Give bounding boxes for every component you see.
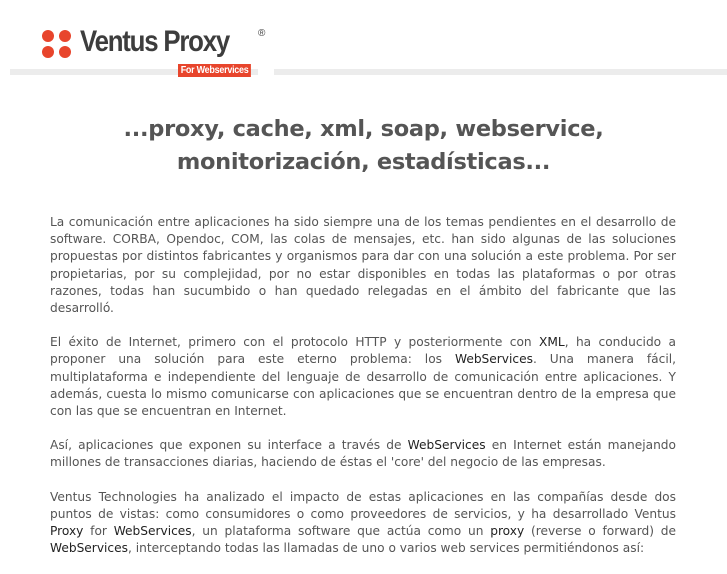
paragraph-1: La comunicación entre aplicaciones ha sido siempre una de los temas pendientes en el desarrollo de software. CORBA, Opendoc, COM, las colas de mensajes, etc. han sido algunas de las soluciones propuestas por distintos fabricantes y organismos para dar con una solución a este problema. Por ser propietarias, por su complejidad, por no estar disponibles en todas las plataformas o por otras razones, todas han sucumbido o han quedado relegadas en el ámbito del fabricante que las desarrolló. bbox=[50, 215, 676, 316]
logo-subtitle: For Webservices bbox=[178, 64, 251, 77]
keyword-webservices: WebServices bbox=[454, 352, 533, 367]
paragraph-3: Así, aplicaciones que exponen su interface a través de WebServices en Internet están manejando millones de transacciones diarias, haciendo de éstas el 'core' del negocio de las empresas. bbox=[50, 438, 676, 470]
main-content bbox=[50, 214, 676, 574]
site-header bbox=[0, 0, 727, 78]
logo-dots-icon bbox=[42, 30, 74, 60]
logo-registered-mark: ® bbox=[258, 28, 266, 39]
paragraph-2: El éxito de Internet, primero con el protocolo HTTP y posteriormente con XML, ha conducido a proponer una solución para este eterno problema: los WebServices. Una manera fácil, multiplataforma e independiente del lenguaje de desarrollo de comunicación entre aplicaciones. Y además, cuesta lo mismo comunicarse con aplicaciones que se encuentran dentro de la empresa que con las que se encuentran en Internet. bbox=[50, 335, 676, 419]
page-headline bbox=[0, 113, 727, 179]
headline-line-2: monitorización, estadísticas... bbox=[176, 149, 551, 175]
logo-brand-text: Ventus Proxy bbox=[80, 25, 230, 58]
headline-line-1: ...proxy, cache, xml, soap, webservice, bbox=[123, 116, 604, 142]
keyword-webservices: WebServices bbox=[113, 524, 192, 539]
keyword-webservices: WebServices bbox=[50, 541, 128, 556]
keyword-proxy: Proxy bbox=[50, 524, 84, 539]
paragraph-4: Ventus Technologies ha analizado el impacto de estas aplicaciones en las compañías desde dos puntos de vistas: como consumidores o como proveedores de servicios, y ha desarrollado Ventus Proxy for WebServices, un plataforma software que actúa como un proxy (reverse o forward) de WebServices, interceptando todas las llamadas de uno o varios web services permitiéndonos así: bbox=[50, 489, 676, 556]
ventus-proxy-logo[interactable] bbox=[42, 25, 282, 78]
keyword-xml: XML bbox=[539, 335, 565, 350]
keyword-proxy: proxy bbox=[490, 524, 525, 539]
keyword-webservices: WebServices bbox=[407, 438, 486, 453]
